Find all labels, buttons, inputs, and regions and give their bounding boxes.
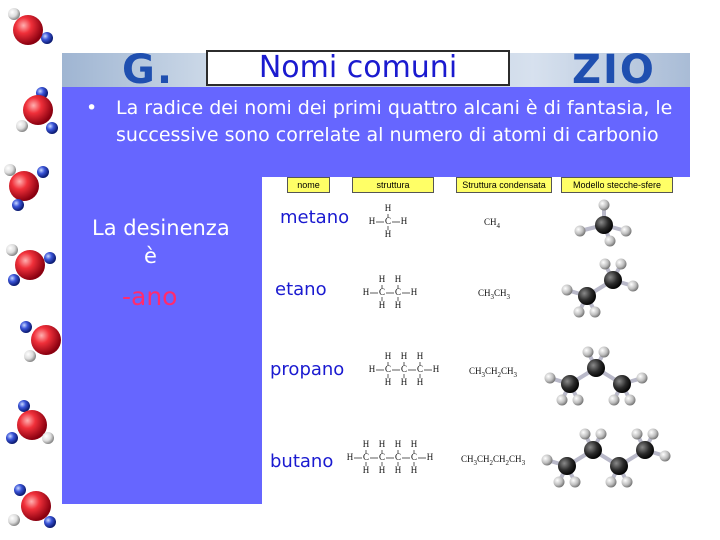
hydrogen-atom bbox=[605, 236, 616, 247]
hydrogen-label: H bbox=[362, 287, 370, 298]
carbon-label: C bbox=[378, 452, 386, 463]
hydrogen-atom bbox=[599, 347, 610, 358]
hydrogen-label: H bbox=[362, 439, 370, 450]
header-struttura: struttura bbox=[352, 177, 434, 193]
carbon-atom bbox=[613, 375, 631, 393]
banner-text-right: ZIO bbox=[572, 53, 656, 87]
hydrogen-label: H bbox=[346, 452, 354, 463]
hydrogen-label: H bbox=[384, 203, 392, 214]
header-modello: Modello stecche-sfere bbox=[561, 177, 673, 193]
condensed-formula-propano: $CH_3CH_2CH_3$ bbox=[469, 366, 518, 379]
hydrogen-atom bbox=[637, 373, 648, 384]
structural-formula-propano bbox=[369, 351, 440, 387]
hydrogen-atom bbox=[573, 395, 584, 406]
hydrogen-label: H bbox=[400, 351, 408, 362]
condensed-formula-metano: $CH_4$ bbox=[484, 217, 501, 230]
hydrogen-label: H bbox=[394, 465, 402, 476]
hydrogen-label: H bbox=[378, 274, 386, 285]
bullet-text: La radice dei nomi dei primi quattro alcani è di fantasia, le successive sono correlate al numero di atomi di carbonio bbox=[116, 97, 673, 146]
header-nome: nome bbox=[287, 177, 330, 193]
hydrogen-atom bbox=[628, 281, 639, 292]
carbon-label: C bbox=[362, 452, 370, 463]
carbon-label: C bbox=[400, 364, 408, 375]
banner-text-left: G. bbox=[122, 53, 175, 87]
hydrogen-label: H bbox=[426, 452, 434, 463]
header-struttura-condensata: Struttura condensata bbox=[456, 177, 552, 193]
hydrogen-label: H bbox=[368, 364, 376, 375]
carbon-label: C bbox=[394, 287, 402, 298]
alkane-name-metano: metano bbox=[280, 207, 350, 228]
carbon-atom bbox=[610, 457, 628, 475]
hydrogen-label: H bbox=[384, 229, 392, 240]
hydrogen-atom bbox=[580, 429, 591, 440]
condensed-formula-butano: $CH_3CH_2CH_2CH_3$ bbox=[461, 454, 526, 467]
hydrogen-label: H bbox=[410, 287, 418, 298]
hydrogen-atom bbox=[606, 477, 617, 488]
alkane-name-butano: butano bbox=[270, 451, 334, 472]
carbon-atom bbox=[578, 287, 596, 305]
hydrogen-label: H bbox=[400, 216, 408, 227]
carbon-atom bbox=[558, 457, 576, 475]
desinenza-label: La desinenza bbox=[92, 216, 230, 240]
suffix-ano: -ano bbox=[122, 282, 178, 311]
hydrogen-atom bbox=[648, 429, 659, 440]
carbon-label: C bbox=[378, 287, 386, 298]
ball-stick-model-metano bbox=[575, 200, 632, 247]
hydrogen-label: H bbox=[394, 439, 402, 450]
structural-formula-butano bbox=[347, 439, 434, 475]
hydrogen-atom bbox=[600, 259, 611, 270]
hydrogen-atom bbox=[542, 455, 553, 466]
hydrogen-label: H bbox=[378, 465, 386, 476]
carbon-atom bbox=[587, 359, 605, 377]
carbon-atom bbox=[604, 271, 622, 289]
hydrogen-atom bbox=[562, 285, 573, 296]
structural-formula-etano bbox=[363, 274, 418, 310]
carbon-atom bbox=[636, 441, 654, 459]
alkane-name-etano: etano bbox=[275, 279, 327, 300]
hydrogen-atom bbox=[660, 451, 671, 462]
hydrogen-atom bbox=[583, 347, 594, 358]
carbon-label: C bbox=[416, 364, 424, 375]
hydrogen-atom bbox=[622, 477, 633, 488]
hydrogen-label: H bbox=[394, 274, 402, 285]
hydrogen-atom bbox=[621, 226, 632, 237]
ball-stick-model-butano bbox=[542, 429, 671, 488]
slide-title: Nomi comuni bbox=[258, 50, 458, 85]
carbon-atom bbox=[584, 441, 602, 459]
desinenza-verb: è bbox=[144, 244, 157, 268]
hydrogen-atom bbox=[625, 395, 636, 406]
hydrogen-atom bbox=[609, 395, 620, 406]
hydrogen-atom bbox=[596, 429, 607, 440]
hydrogen-label: H bbox=[378, 300, 386, 311]
condensed-formula-etano: $CH_3CH_3$ bbox=[478, 288, 511, 301]
carbon-atom bbox=[595, 216, 613, 234]
hydrogen-label: H bbox=[378, 439, 386, 450]
hydrogen-atom bbox=[545, 373, 556, 384]
hydrogen-atom bbox=[554, 477, 565, 488]
hydrogen-atom bbox=[599, 200, 610, 211]
structural-formula-metano bbox=[369, 203, 408, 239]
hydrogen-atom bbox=[574, 307, 585, 318]
carbon-atom bbox=[561, 375, 579, 393]
hydrogen-atom bbox=[616, 259, 627, 270]
carbon-label: C bbox=[410, 452, 418, 463]
ball-stick-model-etano bbox=[562, 259, 639, 318]
hydrogen-label: H bbox=[400, 377, 408, 388]
hydrogen-atom bbox=[557, 395, 568, 406]
hydrogen-atom bbox=[575, 226, 586, 237]
hydrogen-label: H bbox=[410, 465, 418, 476]
hydrogen-atom bbox=[570, 477, 581, 488]
alkane-name-propano: propano bbox=[270, 359, 345, 380]
ball-stick-model-propano bbox=[545, 347, 648, 406]
hydrogen-atom bbox=[632, 429, 643, 440]
hydrogen-label: H bbox=[362, 465, 370, 476]
hydrogen-label: H bbox=[416, 377, 424, 388]
hydrogen-label: H bbox=[410, 439, 418, 450]
hydrogen-label: H bbox=[384, 377, 392, 388]
hydrogen-label: H bbox=[384, 351, 392, 362]
hydrogen-label: H bbox=[416, 351, 424, 362]
hydrogen-label: H bbox=[432, 364, 440, 375]
hydrogen-label: H bbox=[368, 216, 376, 227]
hydrogen-label: H bbox=[394, 300, 402, 311]
carbon-label: C bbox=[384, 364, 392, 375]
hydrogen-atom bbox=[590, 307, 601, 318]
bullet-icon: • bbox=[86, 97, 98, 119]
carbon-label: C bbox=[384, 216, 392, 227]
carbon-label: C bbox=[394, 452, 402, 463]
